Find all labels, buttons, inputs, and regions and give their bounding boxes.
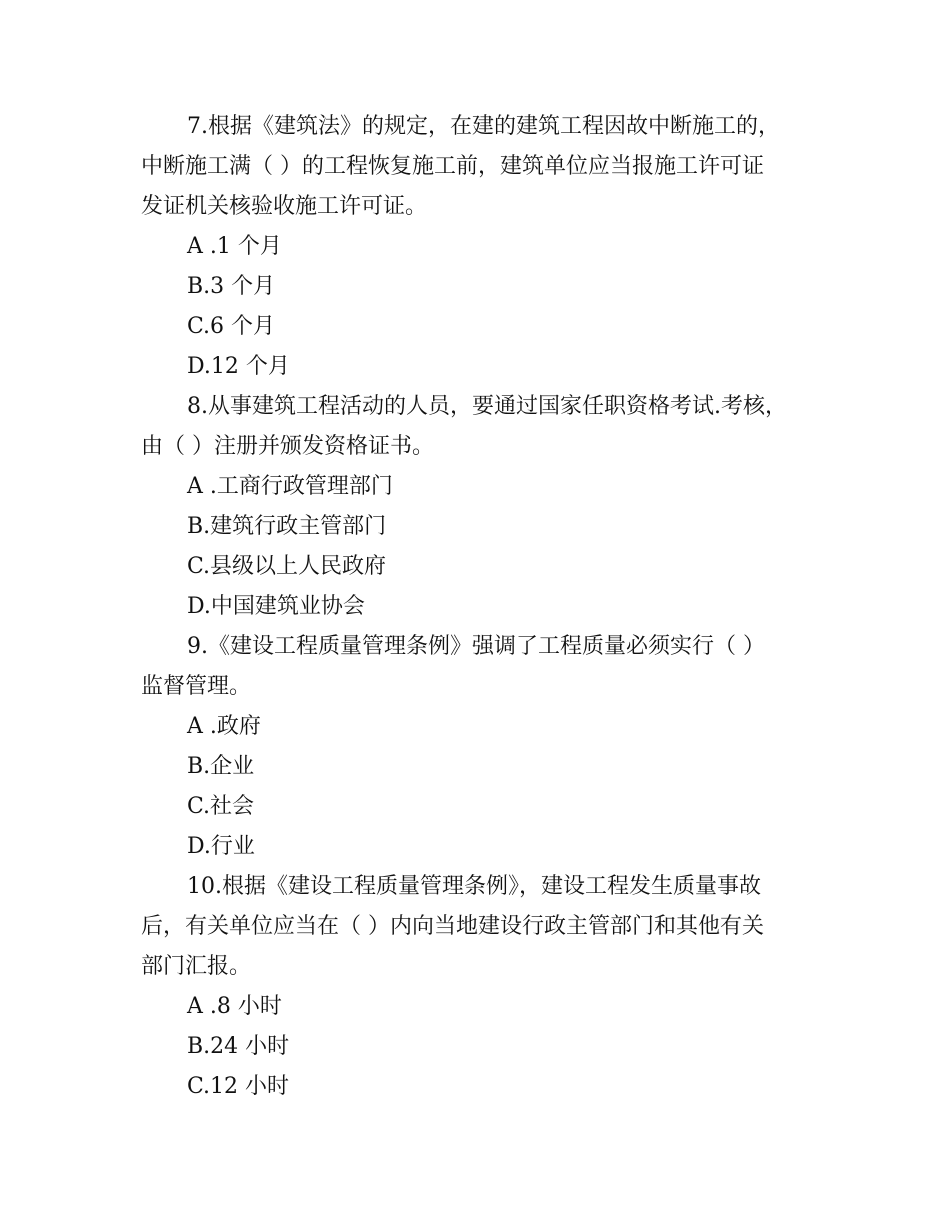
option-a: A .政府 xyxy=(187,714,261,739)
stem-line: 8.从事建筑工程活动的人员，要通过国家任职资格考试.考核， xyxy=(187,394,787,419)
stem-line: 发证机关核验收施工许可证。 xyxy=(141,194,428,219)
option-a: A .1 个月 xyxy=(187,234,282,259)
stem-line: 后，有关单位应当在（ ）内向当地建设行政主管部门和其他有关 xyxy=(141,914,764,939)
option-b: B.企业 xyxy=(187,754,255,779)
option-c: C.县级以上人民政府 xyxy=(187,554,387,579)
stem-line: 7.根据《建筑法》的规定，在建的建筑工程因故中断施工的， xyxy=(187,114,780,139)
question-7 xyxy=(141,107,821,387)
option-d: D.中国建筑业协会 xyxy=(187,594,365,619)
option-c: C.社会 xyxy=(187,794,255,819)
question-list xyxy=(141,107,821,1107)
option-d: D.行业 xyxy=(187,834,255,859)
option-b: B.3 个月 xyxy=(187,274,276,299)
stem-line: 由（ ）注册并颁发资格证书。 xyxy=(141,434,434,459)
question-stem xyxy=(141,387,821,467)
stem-line: 部门汇报。 xyxy=(141,954,252,979)
option-a: A .工商行政管理部门 xyxy=(187,474,393,499)
option-b: B.24 小时 xyxy=(187,1034,290,1059)
option-d: D.12 个月 xyxy=(187,354,290,379)
stem-line: 10.根据《建设工程质量管理条例》，建设工程发生质量事故 xyxy=(187,874,761,899)
question-8 xyxy=(141,387,821,627)
stem-line: 9.《建设工程质量管理条例》强调了工程质量必须实行（ ） xyxy=(187,634,765,659)
option-a: A .8 小时 xyxy=(187,994,282,1019)
stem-line: 监督管理。 xyxy=(141,674,252,699)
question-10 xyxy=(141,867,821,1107)
question-stem xyxy=(141,867,821,987)
option-b: B.建筑行政主管部门 xyxy=(187,514,387,539)
question-stem xyxy=(141,107,821,227)
stem-line: 中断施工满（ ）的工程恢复施工前，建筑单位应当报施工许可证 xyxy=(141,154,764,179)
question-stem xyxy=(141,627,821,707)
question-9 xyxy=(141,627,821,867)
option-c: C.12 小时 xyxy=(187,1074,290,1099)
option-c: C.6 个月 xyxy=(187,314,276,339)
